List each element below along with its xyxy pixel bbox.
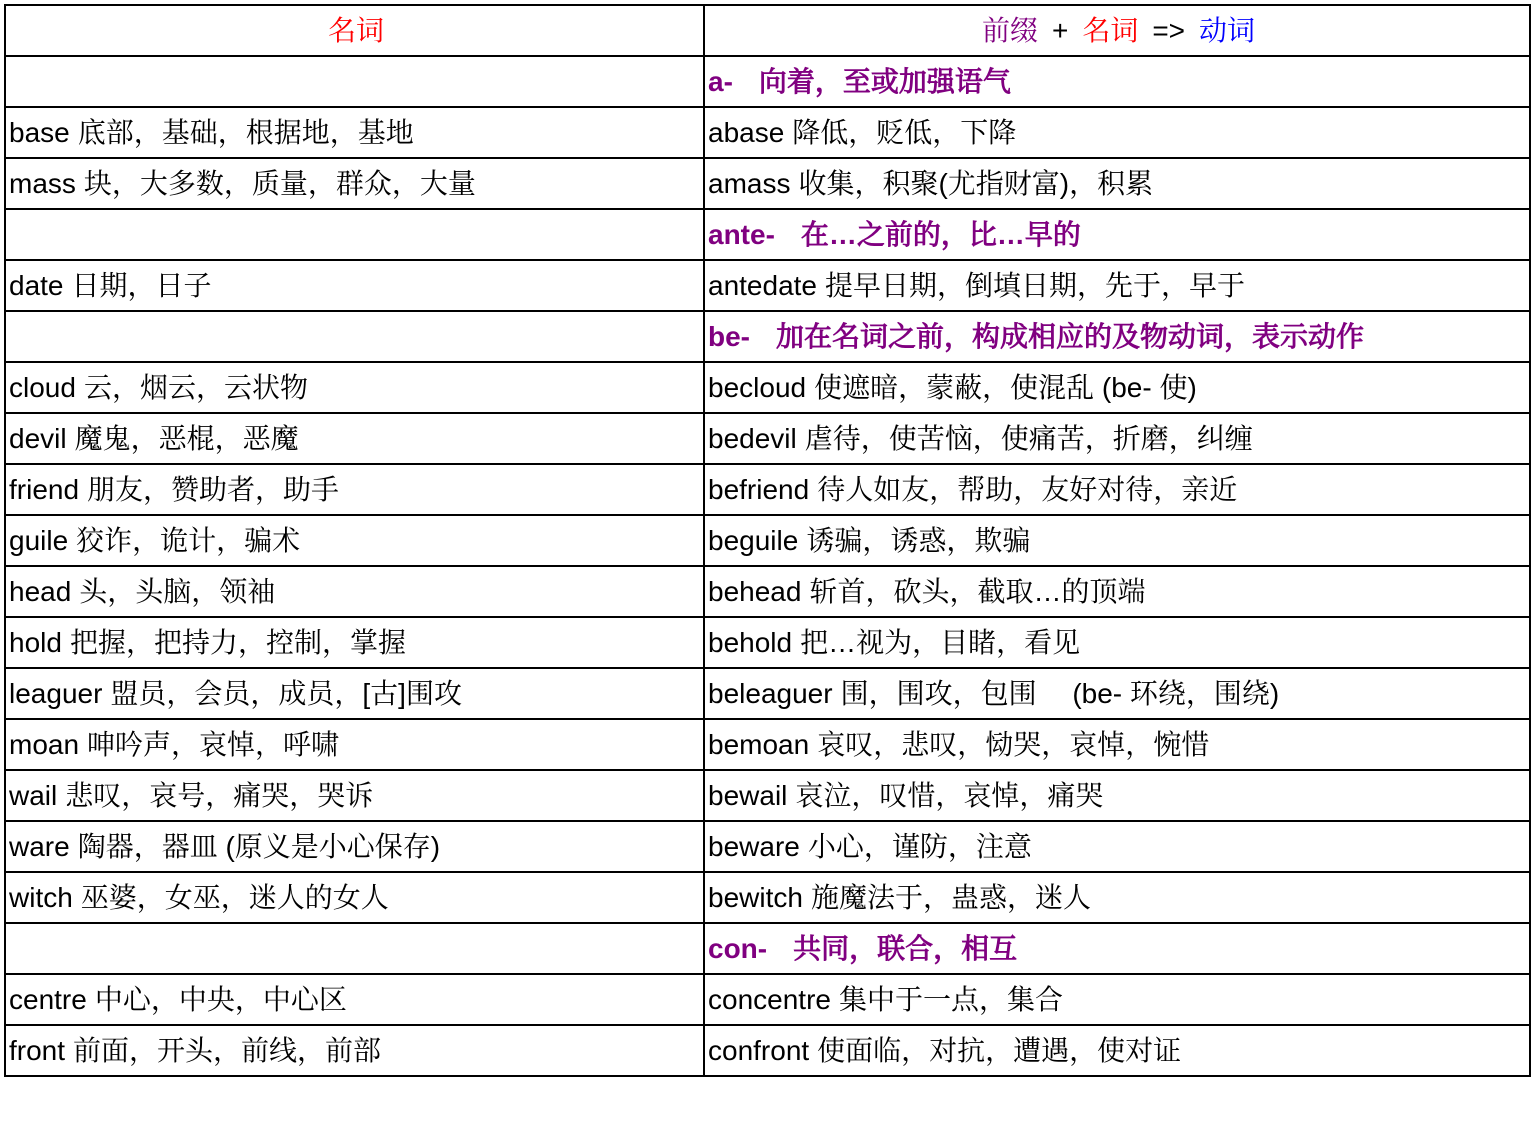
verb-cell[interactable]	[704, 413, 1530, 464]
noun-meaning: 云，烟云，云状物	[83, 371, 308, 403]
noun-cell[interactable]	[5, 515, 704, 566]
verb-cell[interactable]	[704, 617, 1530, 668]
verb-meaning: 哀叹，悲叹，恸哭，哀悼，惋惜	[817, 728, 1210, 760]
noun-word: devil	[9, 422, 67, 454]
noun-cell[interactable]	[5, 617, 704, 668]
table-row	[5, 821, 1530, 872]
verb-word: bedevil	[708, 422, 797, 454]
table-row	[5, 770, 1530, 821]
noun-cell[interactable]	[5, 668, 704, 719]
table-row	[5, 872, 1530, 923]
noun-meaning: 魔鬼，恶棍，恶魔	[74, 422, 299, 454]
noun-cell[interactable]	[5, 719, 704, 770]
noun-cell[interactable]	[5, 872, 704, 923]
noun-cell[interactable]	[5, 158, 704, 209]
verb-meaning: 围，围攻，包围 (be- 环绕，围绕)	[840, 677, 1280, 709]
header-noun-label: 名词	[327, 14, 384, 46]
noun-cell[interactable]	[5, 821, 704, 872]
verb-meaning: 使面临，对抗，遭遇，使对证	[817, 1034, 1182, 1066]
table-row	[5, 668, 1530, 719]
header-noun2-label: 名词	[1082, 14, 1139, 46]
noun-meaning: 盟员，会员，成员，[古]围攻	[110, 677, 462, 709]
verb-word: bewitch	[708, 881, 803, 913]
noun-cell-empty[interactable]	[5, 209, 704, 260]
verb-cell[interactable]	[704, 770, 1530, 821]
verb-meaning: 斩首，砍头，截取…的顶端	[809, 575, 1146, 607]
verb-cell[interactable]	[704, 1025, 1530, 1076]
noun-cell-empty[interactable]	[5, 923, 704, 974]
table-row	[5, 1025, 1530, 1076]
prefix-meaning: 向着，至或加强语气	[758, 65, 1011, 97]
prefix-meaning: 在…之前的，比…早的	[800, 218, 1081, 250]
noun-cell-empty[interactable]	[5, 56, 704, 107]
verb-word: amass	[708, 167, 791, 199]
noun-cell[interactable]	[5, 770, 704, 821]
verb-cell[interactable]	[704, 362, 1530, 413]
verb-word: concentre	[708, 983, 831, 1015]
noun-word: centre	[9, 983, 87, 1015]
verb-cell[interactable]	[704, 821, 1530, 872]
verb-cell[interactable]	[704, 515, 1530, 566]
table-row	[5, 464, 1530, 515]
prefix-meaning: 加在名词之前，构成相应的及物动词，表示动作	[776, 320, 1365, 352]
noun-word: date	[9, 269, 64, 301]
noun-word: witch	[9, 881, 73, 913]
noun-meaning: 中心，中央，中心区	[94, 983, 347, 1015]
verb-cell[interactable]	[704, 668, 1530, 719]
verb-cell[interactable]	[704, 719, 1530, 770]
noun-meaning: 块，大多数，质量，群众，大量	[83, 167, 476, 199]
noun-word: friend	[9, 473, 80, 505]
noun-cell[interactable]	[5, 260, 704, 311]
table-row	[5, 719, 1530, 770]
table-row	[5, 362, 1530, 413]
noun-cell[interactable]	[5, 413, 704, 464]
verb-cell[interactable]	[704, 974, 1530, 1025]
noun-cell[interactable]	[5, 464, 704, 515]
vocabulary-table	[4, 4, 1531, 1077]
table-row	[5, 413, 1530, 464]
prefix-label: ante-	[708, 218, 775, 250]
verb-word: beguile	[708, 524, 799, 556]
noun-meaning: 悲叹，哀号，痛哭，哭诉	[65, 779, 374, 811]
verb-cell[interactable]	[704, 566, 1530, 617]
noun-word: ware	[9, 830, 70, 862]
header-prefix-label: 前缀	[981, 14, 1038, 46]
table-body	[5, 5, 1530, 1076]
verb-meaning: 收集，积聚(尤指财富)，积累	[798, 167, 1154, 199]
table-row	[5, 566, 1530, 617]
noun-cell[interactable]	[5, 107, 704, 158]
noun-meaning: 头，头脑，领袖	[79, 575, 276, 607]
verb-meaning: 使遮暗，蒙蔽，使混乱 (be- 使)	[814, 371, 1197, 403]
prefix-label: con-	[708, 932, 768, 964]
verb-meaning: 集中于一点，集合	[838, 983, 1063, 1015]
prefix-cell[interactable]	[704, 56, 1530, 107]
verb-word: beware	[708, 830, 800, 862]
verb-word: bemoan	[708, 728, 810, 760]
noun-meaning: 日期，日子	[71, 269, 212, 301]
verb-word: behead	[708, 575, 802, 607]
noun-word: head	[9, 575, 72, 607]
header-verb-label: 动词	[1199, 14, 1256, 46]
noun-meaning: 呻吟声，哀悼，呼啸	[87, 728, 340, 760]
prefix-cell[interactable]	[704, 209, 1530, 260]
verb-word: befriend	[708, 473, 810, 505]
noun-word: base	[9, 116, 70, 148]
noun-word: moan	[9, 728, 80, 760]
noun-meaning: 底部，基础，根据地，基地	[77, 116, 414, 148]
prefix-meaning: 共同，联合，相互	[793, 932, 1018, 964]
verb-word: confront	[708, 1034, 810, 1066]
prefix-row	[5, 56, 1530, 107]
verb-meaning: 哀泣，叹惜，哀悼，痛哭	[795, 779, 1104, 811]
verb-meaning: 待人如友，帮助，友好对待，亲近	[817, 473, 1238, 505]
noun-word: hold	[9, 626, 62, 658]
verb-meaning: 诱骗，诱惑，欺骗	[806, 524, 1031, 556]
table-row	[5, 974, 1530, 1025]
verb-meaning: 把…视为，目睹，看见	[800, 626, 1081, 658]
noun-word: cloud	[9, 371, 76, 403]
header-arrow: =>	[1152, 14, 1186, 46]
noun-word: guile	[9, 524, 69, 556]
noun-cell[interactable]	[5, 362, 704, 413]
verb-word: beleaguer	[708, 677, 833, 709]
verb-meaning: 虐待，使苦恼，使痛苦，折磨，纠缠	[804, 422, 1253, 454]
verb-meaning: 提早日期，倒填日期，先于，早于	[825, 269, 1246, 301]
noun-word: wail	[9, 779, 58, 811]
prefix-row	[5, 923, 1530, 974]
noun-word: leaguer	[9, 677, 103, 709]
verb-meaning: 施魔法于，蛊惑，迷人	[810, 881, 1091, 913]
verb-meaning: 降低，贬低，下降	[792, 116, 1017, 148]
prefix-row	[5, 209, 1530, 260]
table-row	[5, 515, 1530, 566]
noun-meaning: 把握，把持力，控制，掌握	[69, 626, 406, 658]
noun-cell[interactable]	[5, 1025, 704, 1076]
prefix-label: a-	[708, 65, 733, 97]
header-plus-sign: +	[1051, 14, 1069, 46]
header-formula-cell[interactable]	[704, 5, 1530, 56]
prefix-row	[5, 311, 1530, 362]
header-row	[5, 5, 1530, 56]
verb-cell[interactable]	[704, 260, 1530, 311]
verb-cell[interactable]	[704, 872, 1530, 923]
noun-word: mass	[9, 167, 76, 199]
noun-cell[interactable]	[5, 974, 704, 1025]
verb-word: behold	[708, 626, 793, 658]
noun-meaning: 狡诈，诡计，骗术	[76, 524, 301, 556]
verb-word: becloud	[708, 371, 807, 403]
prefix-cell[interactable]	[704, 311, 1530, 362]
verb-word: antedate	[708, 269, 817, 301]
header-noun-cell[interactable]	[5, 5, 704, 56]
table-row	[5, 617, 1530, 668]
noun-meaning: 巫婆，女巫，迷人的女人	[80, 881, 389, 913]
verb-cell[interactable]	[704, 464, 1530, 515]
table-row	[5, 158, 1530, 209]
table-row	[5, 260, 1530, 311]
noun-word: front	[9, 1034, 66, 1066]
prefix-cell[interactable]	[704, 923, 1530, 974]
prefix-label: be-	[708, 320, 750, 352]
noun-meaning: 陶器，器皿 (原义是小心保存)	[77, 830, 441, 862]
verb-cell[interactable]	[704, 158, 1530, 209]
noun-meaning: 前面，开头，前线，前部	[73, 1034, 382, 1066]
noun-cell-empty[interactable]	[5, 311, 704, 362]
verb-word: abase	[708, 116, 785, 148]
noun-meaning: 朋友，赞助者，助手	[87, 473, 340, 505]
verb-word: bewail	[708, 779, 788, 811]
table-row	[5, 107, 1530, 158]
verb-meaning: 小心，谨防，注意	[807, 830, 1032, 862]
noun-cell[interactable]	[5, 566, 704, 617]
verb-cell[interactable]	[704, 107, 1530, 158]
